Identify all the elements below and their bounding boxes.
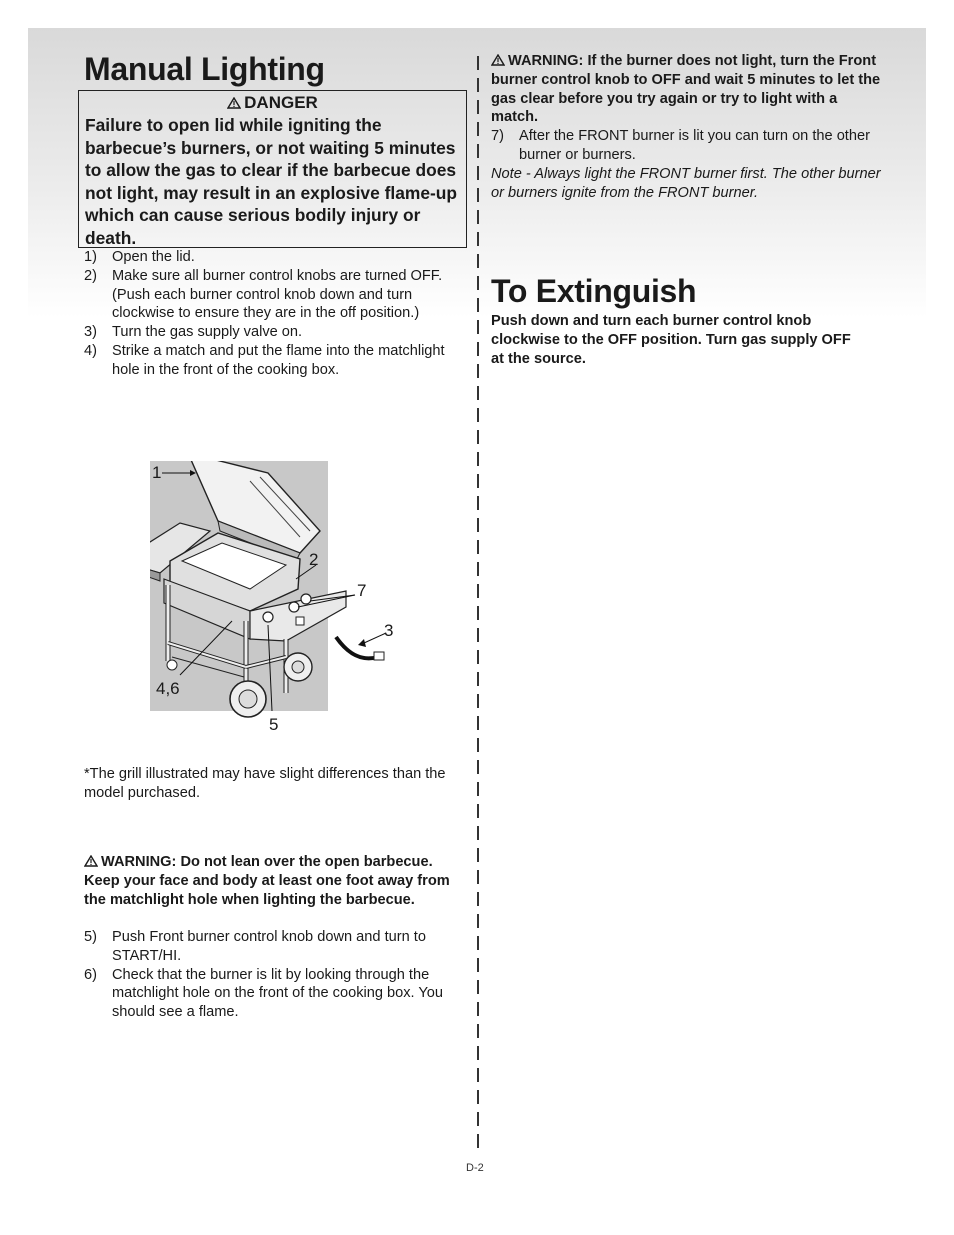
front-burner-note: Note - Always light the FRONT burner first. The other burner or burners ignite from the FRONT burner. [491,165,881,201]
steps-list-a [84,248,464,380]
figure-label-4-6: 4,6 [156,679,180,698]
list-item: 4) Strike a match and put the flame into the matchlight hole in the front of the cooking box. [84,342,445,378]
danger-box [78,90,467,248]
list-item: 7) After the FRONT burner is lit you can turn on the other burner or burners. [491,128,870,163]
grill-note: *The grill illustrated may have slight differences than the model purchased. [84,766,446,801]
steps-list-c [491,127,881,165]
list-item: 6) Check that the burner is lit by looking through the matchlight hole on the front of the cooking box. You should see a flame. [84,966,444,1021]
list-item: 5) Push Front burner control knob down and turn to START/HI. [84,929,426,964]
figure-label-3: 3 [384,621,394,640]
list-item: 2) Make sure all burner control knobs are turned OFF. (Push each burner control knob down and turn clockwise to ensure they are in the off position.) [84,267,443,322]
steps-list-b [84,928,468,1022]
warning-relight-text: WARNING: If the burner does not light, turn the Front burner control knob to OFF and wait 5 minutes to let the gas clear before you try again or try to light with a match. [491,53,881,126]
warning-triangle-icon [491,54,505,66]
list-item: 3) Turn the gas supply valve on. [84,324,303,341]
grill-illustration [150,461,394,736]
manual-lighting-section [84,50,468,88]
grill-drawing [150,461,390,736]
figure-label-2: 2 [309,550,319,569]
figure-label-7: 7 [357,581,367,600]
warning-triangle-icon [84,855,98,867]
figure-label-1: 1 [152,463,162,482]
danger-text: Failure to open lid while igniting the barbecue’s burners, or not waiting 5 minutes to allow the gas to clear if the barbecue does not light, may result in an explosive flame-up which can cause serious bodily injury or death. [85,115,458,248]
danger-heading [85,93,460,113]
danger-heading-text: DANGER [244,93,318,112]
column-divider [477,56,479,1150]
figure-label-5: 5 [269,715,279,734]
warning-relight [491,52,881,127]
right-column [491,52,881,203]
page-number: D-2 [466,1162,484,1174]
extinguish-section [491,272,871,310]
warning-triangle-icon [227,97,241,109]
extinguish-text: Push down and turn each burner control knob clockwise to the OFF position. Turn gas supply OFF at the source. [491,313,851,367]
section-title-manual-lighting: Manual Lighting [84,51,325,87]
warning-lean-text: WARNING: Do not lean over the open barbecue. Keep your face and body at least one foot away from the matchlight hole when lighting the barbecue. [84,854,450,908]
warning-lean [84,853,466,909]
section-title-extinguish: To Extinguish [491,273,697,309]
list-item: 1) Open the lid. [84,249,195,265]
